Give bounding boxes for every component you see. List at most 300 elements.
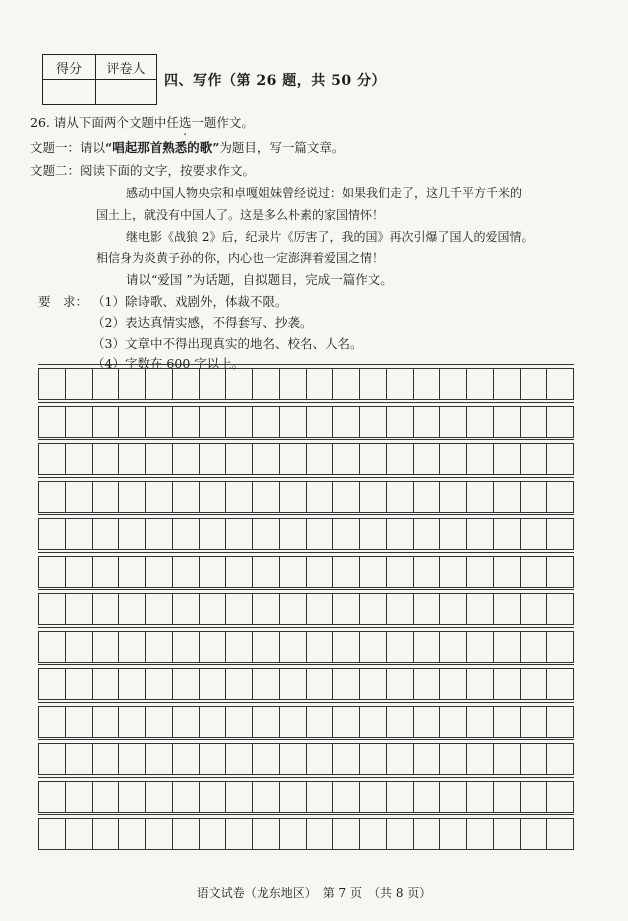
grid-cell[interactable] (387, 632, 414, 662)
grid-cell[interactable] (494, 632, 521, 662)
grid-cell[interactable] (280, 407, 307, 437)
grid-cell[interactable] (333, 744, 360, 774)
grid-cell[interactable] (66, 782, 93, 812)
grid-cell[interactable] (547, 819, 573, 849)
grid-cell[interactable] (173, 632, 200, 662)
grid-cell[interactable] (66, 669, 93, 699)
grid-cell[interactable] (387, 744, 414, 774)
grid-cell[interactable] (333, 557, 360, 587)
grid-cell[interactable] (173, 519, 200, 549)
grid-cell[interactable] (360, 744, 387, 774)
grid-cell[interactable] (440, 519, 467, 549)
grid-cell[interactable] (494, 707, 521, 737)
grid-cell[interactable] (93, 632, 120, 662)
grid-cell[interactable] (119, 819, 146, 849)
writing-grid[interactable] (38, 368, 574, 856)
grid-cell[interactable] (521, 407, 548, 437)
grid-cell[interactable] (360, 519, 387, 549)
grid-cell[interactable] (333, 594, 360, 624)
requirements-label: 要 求： (38, 294, 89, 309)
grid-cell[interactable] (333, 669, 360, 699)
grid-cell[interactable] (226, 632, 253, 662)
grid-cell[interactable] (467, 407, 494, 437)
grid-cell[interactable] (226, 782, 253, 812)
grid-cell[interactable] (360, 557, 387, 587)
grid-cell[interactable] (200, 594, 227, 624)
grid-cell[interactable] (200, 744, 227, 774)
grid-cell[interactable] (119, 632, 146, 662)
grid-cell[interactable] (280, 444, 307, 474)
grid-cell[interactable] (360, 482, 387, 512)
material-line-1: 感动中国人物央宗和卓嘎姐妹曾经说过：如果我们走了，这几千平方千米的 (126, 186, 523, 200)
grid-row (38, 631, 574, 663)
topic-two-text: 阅读下面的文字，按要求作文。 (80, 163, 256, 178)
grid-cell[interactable] (360, 632, 387, 662)
grid-cell[interactable] (414, 444, 441, 474)
grid-cell[interactable] (39, 782, 66, 812)
grid-cell[interactable] (440, 669, 467, 699)
grid-cell[interactable] (333, 519, 360, 549)
grid-cell[interactable] (521, 369, 548, 399)
grid-row (38, 706, 574, 738)
grid-cell[interactable] (494, 594, 521, 624)
grid-row (38, 406, 574, 438)
grid-cell[interactable] (146, 369, 173, 399)
grid-cell[interactable] (440, 594, 467, 624)
grid-cell[interactable] (494, 444, 521, 474)
grid-cell[interactable] (119, 782, 146, 812)
grid-cell[interactable] (307, 369, 334, 399)
grid-cell[interactable] (467, 482, 494, 512)
grid-cell[interactable] (173, 782, 200, 812)
section-title: 四、写作（第 26 题，共 50 分） (164, 73, 386, 89)
grid-cell[interactable] (360, 369, 387, 399)
grid-cell[interactable] (414, 407, 441, 437)
grid-cell[interactable] (39, 819, 66, 849)
grid-cell[interactable] (146, 744, 173, 774)
material-line-3: 继电影《战狼 2》后，纪录片《厉害了，我的国》再次引爆了国人的爱国情。 (126, 230, 534, 244)
grid-cell[interactable] (39, 444, 66, 474)
grid-cell[interactable] (440, 819, 467, 849)
grid-cell[interactable] (200, 369, 227, 399)
grid-cell[interactable] (360, 707, 387, 737)
grid-cell[interactable] (494, 482, 521, 512)
grid-cell[interactable] (226, 707, 253, 737)
grid-cell[interactable] (414, 819, 441, 849)
grid-cell[interactable] (414, 669, 441, 699)
grid-cell[interactable] (307, 594, 334, 624)
grid-cell[interactable] (66, 482, 93, 512)
grid-cell[interactable] (307, 519, 334, 549)
grid-cell[interactable] (494, 369, 521, 399)
grid-cell[interactable] (146, 557, 173, 587)
grid-cell[interactable] (360, 594, 387, 624)
grid-cell[interactable] (494, 782, 521, 812)
grid-cell[interactable] (414, 632, 441, 662)
grid-cell[interactable] (173, 369, 200, 399)
grid-cell[interactable] (93, 482, 120, 512)
grid-cell[interactable] (226, 519, 253, 549)
grid-cell[interactable] (93, 707, 120, 737)
grid-cell[interactable] (93, 744, 120, 774)
grid-cell[interactable] (226, 557, 253, 587)
grid-cell[interactable] (307, 669, 334, 699)
grid-cell[interactable] (521, 744, 548, 774)
grid-cell[interactable] (173, 707, 200, 737)
grid-cell[interactable] (333, 407, 360, 437)
grid-cell[interactable] (494, 557, 521, 587)
grid-cell[interactable] (119, 744, 146, 774)
grid-cell[interactable] (307, 482, 334, 512)
grid-cell[interactable] (200, 669, 227, 699)
grid-cell[interactable] (440, 444, 467, 474)
grid-cell[interactable] (39, 369, 66, 399)
grid-cell[interactable] (93, 557, 120, 587)
grid-cell[interactable] (280, 744, 307, 774)
page-footer: 语文试卷（龙东地区） 第 7 页 （共 8 页） (196, 886, 432, 900)
grid-cell[interactable] (119, 669, 146, 699)
grid-cell[interactable] (333, 782, 360, 812)
grid-cell[interactable] (253, 594, 280, 624)
grid-cell[interactable] (547, 482, 573, 512)
grid-cell[interactable] (39, 744, 66, 774)
grid-cell[interactable] (280, 669, 307, 699)
grid-cell[interactable] (387, 594, 414, 624)
grid-cell[interactable] (467, 444, 494, 474)
grid-cell[interactable] (307, 407, 334, 437)
grid-cell[interactable] (66, 707, 93, 737)
grid-cell[interactable] (414, 519, 441, 549)
grid-cell[interactable] (467, 707, 494, 737)
grid-cell[interactable] (414, 744, 441, 774)
grid-cell[interactable] (226, 407, 253, 437)
grid-cell[interactable] (146, 444, 173, 474)
grid-cell[interactable] (253, 444, 280, 474)
grid-cell[interactable] (333, 632, 360, 662)
grid-cell[interactable] (307, 819, 334, 849)
question-text (30, 113, 254, 131)
grid-cell[interactable] (521, 594, 548, 624)
grid-row (38, 443, 574, 475)
grid-cell[interactable] (280, 557, 307, 587)
question-prefix: 26. 请从下面两个文题中 (30, 115, 167, 130)
grid-cell[interactable] (39, 557, 66, 587)
grid-cell[interactable] (547, 557, 573, 587)
grid-cell[interactable] (521, 444, 548, 474)
grid-cell[interactable] (521, 632, 548, 662)
grid-cell[interactable] (440, 482, 467, 512)
grid-cell[interactable] (467, 557, 494, 587)
question-suffix: 题作文。 (203, 115, 254, 130)
grid-cell[interactable] (547, 369, 573, 399)
grid-cell[interactable] (119, 444, 146, 474)
grid-cell[interactable] (146, 819, 173, 849)
grid-cell[interactable] (440, 407, 467, 437)
requirement-item: （3）文章中不得出现真实的地名、校名、人名。 (92, 336, 363, 351)
question-emphasis (166, 115, 204, 130)
score-box (42, 54, 157, 105)
grid-cell[interactable] (66, 632, 93, 662)
grid-row (38, 781, 574, 813)
grid-cell[interactable] (226, 444, 253, 474)
grid-row (38, 518, 574, 550)
requirement-item: （1）除诗歌、戏剧外，体裁不限。 (92, 294, 288, 309)
grid-cell[interactable] (360, 782, 387, 812)
grid-cell[interactable] (280, 707, 307, 737)
grid-cell[interactable] (360, 669, 387, 699)
grid-cell[interactable] (173, 557, 200, 587)
material-line-4: 相信身为炎黄子孙的你，内心也一定澎湃着爱国之情！ (96, 251, 385, 265)
topic-one-pre: 请以 (80, 140, 106, 155)
grid-cell[interactable] (414, 707, 441, 737)
grid-cell[interactable] (521, 819, 548, 849)
grid-cell[interactable] (333, 819, 360, 849)
grid-cell[interactable] (307, 744, 334, 774)
topic-one-label: 文题一： (30, 140, 81, 155)
grid-cell[interactable] (547, 669, 573, 699)
grid-cell[interactable] (547, 707, 573, 737)
grid-cell[interactable] (467, 744, 494, 774)
grid-cell[interactable] (200, 632, 227, 662)
grid-cell[interactable] (280, 782, 307, 812)
grid-cell[interactable] (173, 744, 200, 774)
grid-cell[interactable] (280, 594, 307, 624)
grid-cell[interactable] (467, 819, 494, 849)
grid-cell[interactable] (440, 744, 467, 774)
grid-cell[interactable] (440, 369, 467, 399)
grid-cell[interactable] (547, 744, 573, 774)
grid-cell[interactable] (146, 407, 173, 437)
grid-cell[interactable] (226, 744, 253, 774)
grid-cell[interactable] (467, 669, 494, 699)
grid-cell[interactable] (521, 557, 548, 587)
grid-cell[interactable] (93, 519, 120, 549)
grid-cell[interactable] (200, 819, 227, 849)
grid-cell[interactable] (521, 482, 548, 512)
grid-cell[interactable] (280, 819, 307, 849)
grid-cell[interactable] (253, 632, 280, 662)
grid-cell[interactable] (494, 519, 521, 549)
grid-cell[interactable] (467, 594, 494, 624)
grid-cell[interactable] (253, 669, 280, 699)
grid-cell[interactable] (200, 519, 227, 549)
grid-cell[interactable] (414, 557, 441, 587)
grid-cell[interactable] (173, 444, 200, 474)
grid-cell[interactable] (93, 407, 120, 437)
grid-cell[interactable] (146, 782, 173, 812)
grid-cell[interactable] (253, 707, 280, 737)
grid-cell[interactable] (547, 407, 573, 437)
grid-cell[interactable] (173, 669, 200, 699)
topic-two-label: 文题二： (30, 163, 81, 178)
grid-cell[interactable] (66, 819, 93, 849)
grid-cell[interactable] (387, 819, 414, 849)
grid-cell[interactable] (494, 669, 521, 699)
material-line-5: 请以“爱国 ”为话题，自拟题目，完成一篇作文。 (126, 272, 393, 287)
grid-cell[interactable] (93, 594, 120, 624)
grid-cell[interactable] (307, 707, 334, 737)
grid-cell[interactable] (387, 707, 414, 737)
grid-cell[interactable] (39, 482, 66, 512)
grid-row (38, 593, 574, 625)
grid-cell[interactable] (119, 407, 146, 437)
grid-cell[interactable] (467, 369, 494, 399)
grid-cell[interactable] (226, 819, 253, 849)
grid-cell[interactable] (146, 519, 173, 549)
grid-cell[interactable] (467, 782, 494, 812)
grid-cell[interactable] (387, 519, 414, 549)
grid-cell[interactable] (280, 632, 307, 662)
grid-cell[interactable] (93, 444, 120, 474)
grid-cell[interactable] (387, 369, 414, 399)
grid-cell[interactable] (146, 482, 173, 512)
grid-cell[interactable] (253, 782, 280, 812)
grid-cell[interactable] (360, 407, 387, 437)
grid-cell[interactable] (39, 707, 66, 737)
grid-cell[interactable] (39, 669, 66, 699)
grid-cell[interactable] (119, 519, 146, 549)
grid-cell[interactable] (467, 632, 494, 662)
grid-cell[interactable] (360, 444, 387, 474)
material-line-2: 国土上，就没有中国人了。这是多么朴素的家国情怀！ (96, 208, 385, 222)
grid-cell[interactable] (146, 594, 173, 624)
grid-cell[interactable] (387, 444, 414, 474)
grid-cell[interactable] (226, 369, 253, 399)
grid-cell[interactable] (387, 669, 414, 699)
grid-cell[interactable] (521, 519, 548, 549)
grid-cell[interactable] (333, 482, 360, 512)
grid-cell[interactable] (467, 519, 494, 549)
grid-cell[interactable] (440, 557, 467, 587)
grid-cell[interactable] (494, 744, 521, 774)
grid-cell[interactable] (119, 594, 146, 624)
score-cell[interactable] (43, 80, 96, 105)
grid-row (38, 481, 574, 513)
grid-cell[interactable] (146, 669, 173, 699)
grid-cell[interactable] (253, 744, 280, 774)
score-label: 得分 (43, 55, 96, 80)
grid-cell[interactable] (146, 632, 173, 662)
grid-cell[interactable] (39, 594, 66, 624)
grid-cell[interactable] (66, 744, 93, 774)
grid-cell[interactable] (521, 707, 548, 737)
grid-cell[interactable] (307, 632, 334, 662)
grid-cell[interactable] (226, 594, 253, 624)
grid-row (38, 668, 574, 700)
grid-cell[interactable] (280, 369, 307, 399)
grid-row (38, 818, 574, 850)
grid-cell[interactable] (333, 444, 360, 474)
grid-cell[interactable] (146, 707, 173, 737)
grid-cell[interactable] (360, 819, 387, 849)
grid-cell[interactable] (173, 819, 200, 849)
grid-cell[interactable] (93, 669, 120, 699)
grader-label: 评卷人 (96, 55, 157, 80)
grid-cell[interactable] (253, 369, 280, 399)
grid-cell[interactable] (39, 407, 66, 437)
grid-cell[interactable] (253, 407, 280, 437)
grid-cell[interactable] (226, 669, 253, 699)
grid-cell[interactable] (93, 369, 120, 399)
grid-cell[interactable] (200, 782, 227, 812)
grid-cell[interactable] (280, 482, 307, 512)
grid-cell[interactable] (66, 407, 93, 437)
grid-cell[interactable] (200, 407, 227, 437)
grid-cell[interactable] (547, 782, 573, 812)
grid-row (38, 743, 574, 775)
grid-cell[interactable] (253, 819, 280, 849)
grid-cell[interactable] (93, 782, 120, 812)
grid-cell[interactable] (387, 482, 414, 512)
grid-cell[interactable] (119, 707, 146, 737)
grid-cell[interactable] (93, 819, 120, 849)
grid-cell[interactable] (521, 782, 548, 812)
grid-cell[interactable] (66, 444, 93, 474)
grid-cell[interactable] (66, 594, 93, 624)
grid-cell[interactable] (387, 407, 414, 437)
grid-cell[interactable] (440, 782, 467, 812)
grid-cell[interactable] (173, 594, 200, 624)
grid-cell[interactable] (66, 557, 93, 587)
grid-cell[interactable] (307, 444, 334, 474)
grid-cell[interactable] (414, 482, 441, 512)
grid-cell[interactable] (440, 632, 467, 662)
grid-cell[interactable] (66, 369, 93, 399)
grid-cell[interactable] (547, 519, 573, 549)
grid-cell[interactable] (226, 482, 253, 512)
grid-cell[interactable] (521, 669, 548, 699)
grid-cell[interactable] (547, 444, 573, 474)
grid-cell[interactable] (200, 444, 227, 474)
topic-one-title: “唱起那首熟悉的歌” (105, 140, 220, 155)
grid-cell[interactable] (387, 782, 414, 812)
grader-cell[interactable] (96, 80, 157, 105)
grid-cell[interactable] (414, 782, 441, 812)
grid-cell[interactable] (173, 407, 200, 437)
grid-row (38, 556, 574, 588)
grid-cell[interactable] (414, 594, 441, 624)
grid-cell[interactable] (253, 482, 280, 512)
grid-row (38, 368, 574, 400)
grid-cell[interactable] (39, 632, 66, 662)
grid-cell[interactable] (253, 557, 280, 587)
grid-cell[interactable] (307, 782, 334, 812)
grid-cell[interactable] (280, 519, 307, 549)
grid-cell[interactable] (200, 707, 227, 737)
grid-cell[interactable] (119, 482, 146, 512)
grid-cell[interactable] (414, 369, 441, 399)
grid-cell[interactable] (200, 482, 227, 512)
grid-cell[interactable] (66, 519, 93, 549)
grid-cell[interactable] (547, 594, 573, 624)
grid-cell[interactable] (333, 707, 360, 737)
grid-cell[interactable] (307, 557, 334, 587)
grid-cell[interactable] (200, 557, 227, 587)
grid-cell[interactable] (39, 519, 66, 549)
grid-cell[interactable] (253, 519, 280, 549)
emphasis-dotted-text: 任选一 (166, 115, 204, 130)
grid-cell[interactable] (173, 482, 200, 512)
grid-cell[interactable] (333, 369, 360, 399)
grid-cell[interactable] (119, 369, 146, 399)
requirement-item: （4）字数在 600 字以上。 (92, 356, 245, 371)
grid-cell[interactable] (440, 707, 467, 737)
grid-cell[interactable] (387, 557, 414, 587)
grid-cell[interactable] (119, 557, 146, 587)
grid-cell[interactable] (547, 632, 573, 662)
grid-cell[interactable] (494, 407, 521, 437)
grid-cell[interactable] (494, 819, 521, 849)
